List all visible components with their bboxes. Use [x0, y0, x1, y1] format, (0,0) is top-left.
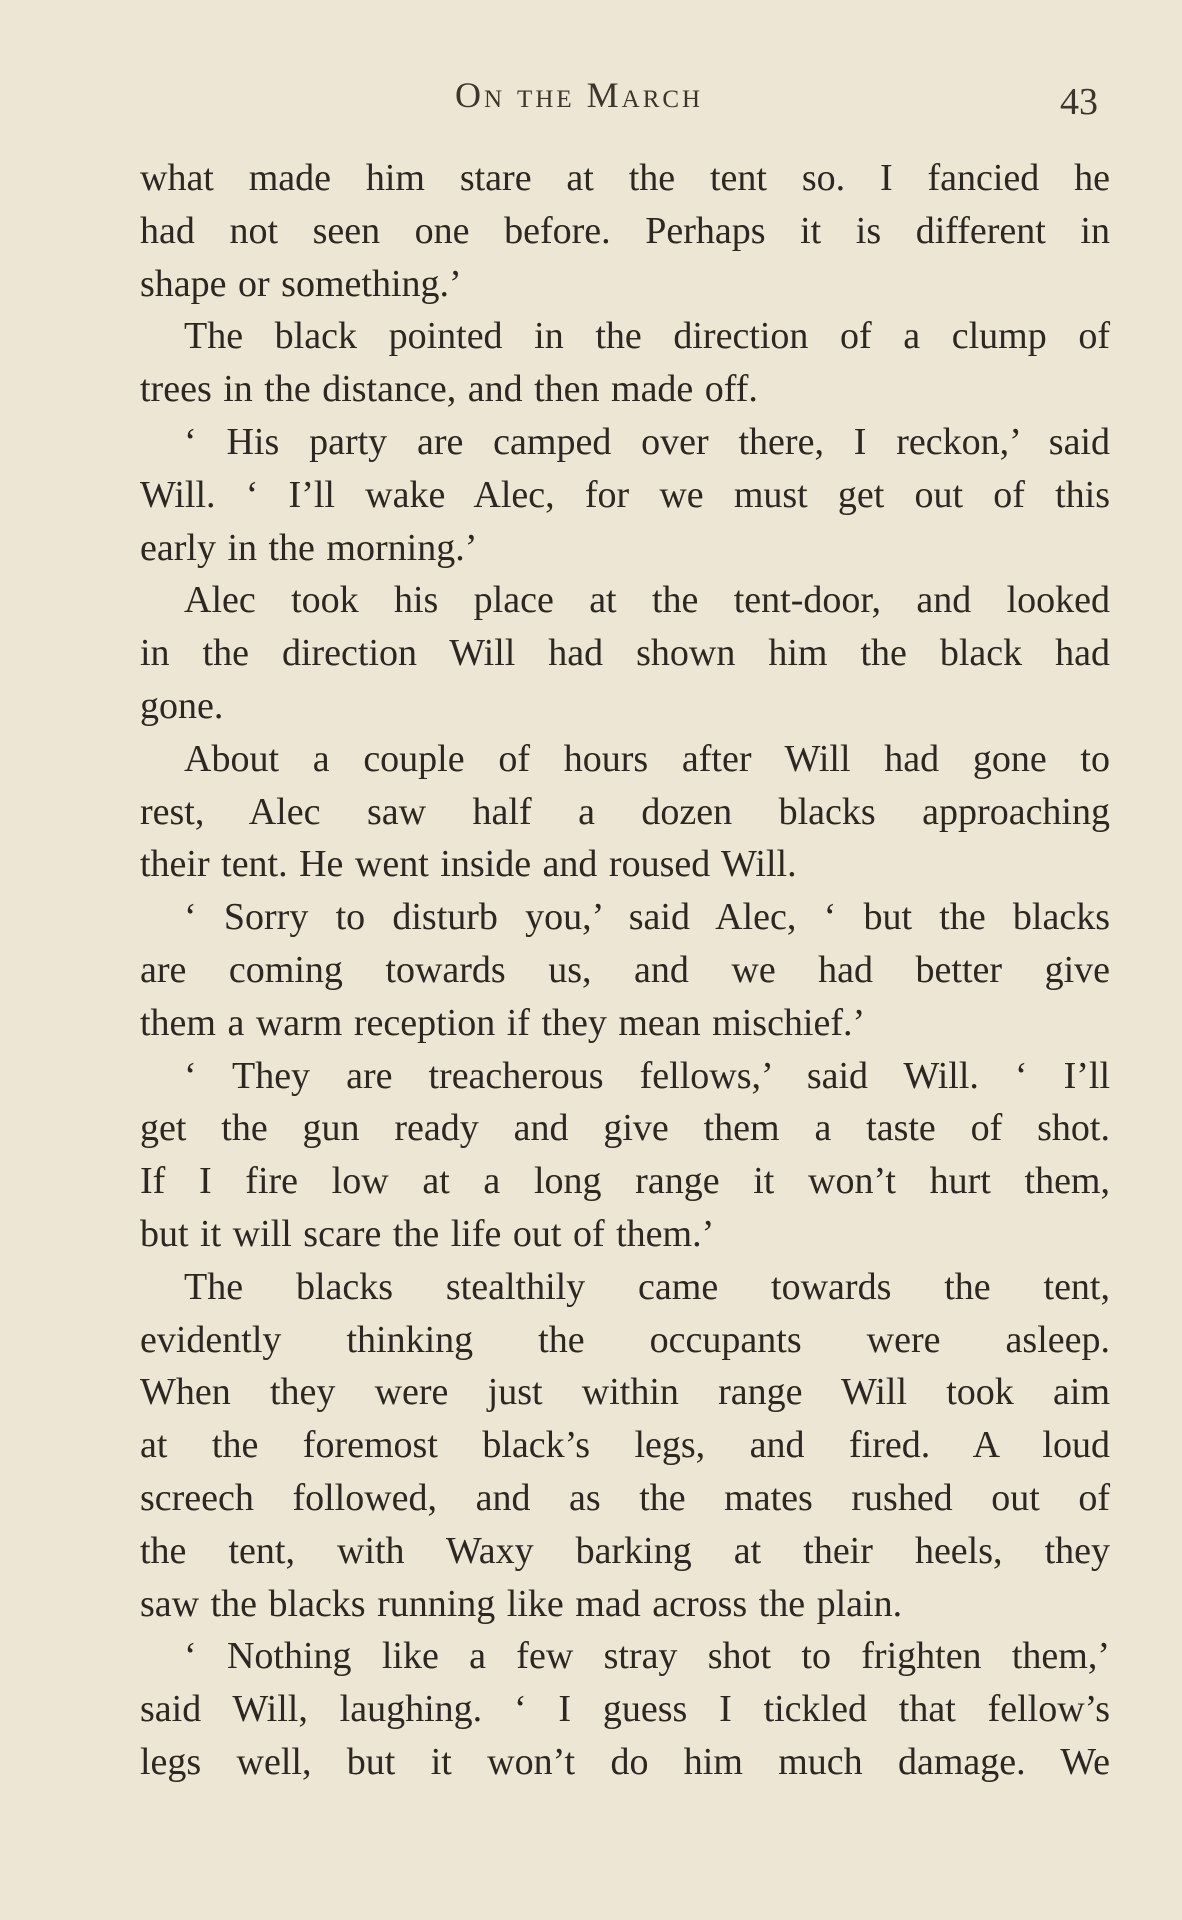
text-line: About a couple of hours after Will had gone to — [184, 737, 1110, 780]
text-line: ‘ Sorry to disturb you,’ said Alec, ‘ but the blacks — [184, 896, 1110, 939]
text-line: what made him stare at the tent so. I fancied he — [140, 157, 1110, 199]
text-line: screech followed, and as the mates rushed out of — [140, 1476, 1110, 1519]
running-header — [0, 66, 1182, 126]
text-line: legs well, but it won’t do him much damage. We — [140, 1740, 1110, 1783]
text-line: but it will scare the life out of them.’ — [140, 1212, 715, 1255]
text-line: are coming towards us, and we had better give — [140, 948, 1110, 991]
text-line: ‘ Nothing like a few stray shot to frighten them,’ — [184, 1635, 1110, 1678]
text-line: ‘ They are treacherous fellows,’ said Will. ‘ I’ll — [184, 1054, 1110, 1097]
text-line: The black pointed in the direction of a clump of — [184, 315, 1110, 358]
text-line: gone. — [140, 684, 224, 727]
text-line: at the foremost black’s legs, and fired. A loud — [140, 1424, 1110, 1467]
text-line: The blacks stealthily came towards the tent, — [184, 1265, 1110, 1308]
text-line: evidently thinking the occupants were asleep. — [140, 1318, 1110, 1361]
text-line: shape or something.’ — [140, 262, 462, 305]
text-line: saw the blacks running like mad across the plain. — [140, 1582, 903, 1625]
text-line: their tent. He went inside and roused Will. — [140, 843, 797, 886]
text-line: had not seen one before. Perhaps it is different in — [140, 209, 1110, 252]
page-number: 43 — [1060, 81, 1098, 123]
text-line: get the gun ready and give them a taste of shot. — [140, 1107, 1110, 1150]
text-line: ‘ His party are camped over there, I reckon,’ said — [184, 420, 1110, 463]
text-line: trees in the distance, and then made off. — [140, 368, 758, 411]
text-line: When they were just within range Will took aim — [140, 1371, 1110, 1414]
text-line: Alec took his place at the tent-door, and looked — [184, 579, 1110, 622]
text-line: early in the morning.’ — [140, 526, 478, 569]
body-text — [140, 152, 1110, 1789]
text-line: the tent, with Waxy barking at their heels, they — [140, 1529, 1110, 1572]
running-title: On the March — [455, 75, 704, 115]
text-line: said Will, laughing. ‘ I guess I tickled that fellow’s — [140, 1688, 1110, 1731]
text-line: If I fire low at a long range it won’t hurt them, — [140, 1160, 1110, 1203]
text-line: rest, Alec saw half a dozen blacks approaching — [140, 790, 1110, 833]
text-line: Will. ‘ I’ll wake Alec, for we must get out of this — [140, 473, 1110, 516]
text-line: in the direction Will had shown him the black had — [140, 632, 1110, 675]
text-line: them a warm reception if they mean mischief.’ — [140, 1001, 866, 1044]
